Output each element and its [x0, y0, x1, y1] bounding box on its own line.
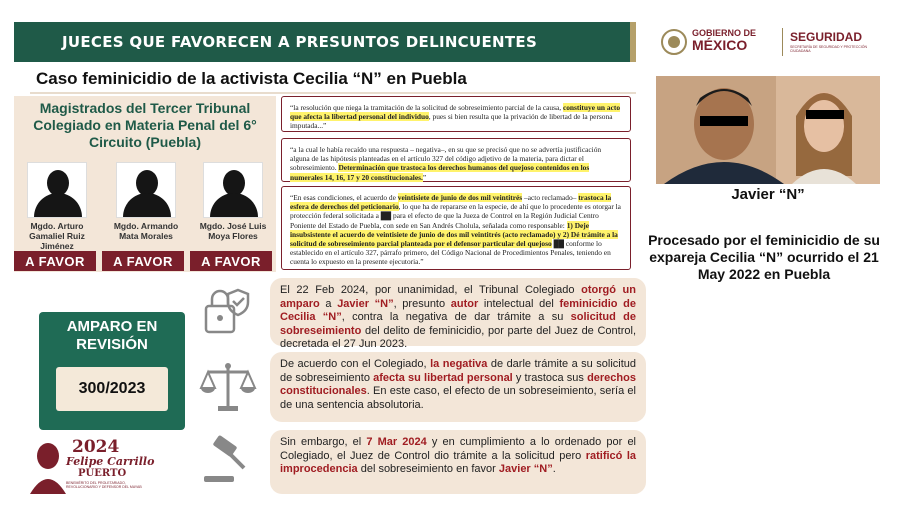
- judge-silhouette-2: [116, 162, 176, 218]
- info-emphasis: 7 Mar 2024: [366, 436, 427, 448]
- judge-name-2: Mgdo. Armando Mata Morales: [113, 221, 179, 241]
- info-panel-ratificacion: [270, 430, 646, 494]
- case-title: Caso feminicidio de la activista Cecilia “N” en Puebla: [30, 66, 636, 94]
- judge-name-1: Mgdo. Arturo Gamaliel Ruiz Jiménez: [29, 221, 85, 251]
- quote-box-3: [281, 186, 631, 270]
- quote-text: ██ conforme lo establecido en el artículo 327, párrafo primero, del Código Nacional de Procedimientos Penales, teniendo en cuenta lo expuesto en la presente ejecutoria.”: [290, 239, 611, 267]
- quote-text: “En esas condiciones, el acuerdo de: [290, 193, 396, 202]
- info-text: El 22 Feb 2024, por unanimidad, el Tribunal Colegiado: [280, 284, 575, 296]
- vote-badge-1: A FAVOR: [14, 251, 96, 271]
- info-text: De acuerdo con el Colegiado,: [280, 358, 427, 370]
- info-emphasis: afecta su libertad personal: [373, 371, 513, 384]
- info-text: y trastoca sus: [515, 371, 584, 384]
- amparo-number: 300/2023: [78, 380, 146, 397]
- info-emphasis: solicitud de sobreseimiento: [280, 311, 636, 337]
- judge-silhouette-3: [203, 162, 263, 218]
- felipe-carrillo-puerto-logo: [28, 436, 188, 498]
- quote-text: , lo que ha de repararse en la especie, de ahí que lo procedente es otorgar la protección federal solicitada a ██ para el efecto de que la Jueza de Control en la Región Judicial Centro Poniente del Estado de Puebla, con sede en San Andrés Cholula, señalada como responsable:: [290, 202, 621, 230]
- scales-of-justice-icon: [196, 358, 260, 418]
- info-text: a: [325, 297, 332, 310]
- info-text: intelectual del: [483, 297, 554, 310]
- quote-text: –acto reclamado–: [524, 193, 577, 202]
- info-emphasis: autor: [450, 297, 479, 310]
- info-text: del delito de feminicidio, por parte del Juez de Control, decretada el 27 Jun 2023.: [280, 324, 636, 350]
- info-emphasis: feminicidio de Cecilia “N”: [280, 297, 636, 323]
- gobierno-mexico-logo: [660, 26, 880, 58]
- info-emphasis: ratificó la improcedencia: [280, 449, 636, 475]
- quote-highlight: Determinación que trastoca los derechos humanos del quejoso contenidos en los numerales 14, 16, 17 y 20 constitucionales.: [290, 163, 590, 182]
- quote-text: ”: [422, 172, 427, 182]
- seguridad-sub: SECRETARÍA DE SEGURIDAD Y PROTECCIÓN CIUDADANA: [790, 45, 868, 53]
- logo-divider: [782, 28, 783, 56]
- portrait-icon: [28, 438, 68, 494]
- info-text: . En este caso, el efecto de un sobreseimiento, sería el de una sentencia absolutoria.: [280, 385, 636, 411]
- quote-box-1: [281, 96, 631, 132]
- info-text: del sobreseimiento en favor: [360, 463, 496, 475]
- person-photo: [656, 76, 880, 184]
- judge-name-3: Mgdo. José Luis Moya Flores: [199, 221, 267, 241]
- info-emphasis: otorgó un amparo: [280, 284, 636, 310]
- logo-year: 2024: [72, 437, 120, 457]
- info-text: Sin embargo, el: [280, 436, 362, 448]
- quote-text: , pues si bien resulta que la privación de libertad de la persona imputada...”: [290, 112, 613, 131]
- info-emphasis: la negativa: [430, 358, 488, 370]
- info-text: , contra la negativa de dar trámite a su: [341, 311, 564, 323]
- gavel-icon: [196, 432, 260, 492]
- info-emphasis: Javier “N”: [498, 463, 553, 475]
- info-emphasis: Javier “N”: [337, 297, 394, 310]
- logo-name2: PUERTO: [78, 468, 127, 479]
- amparo-title: AMPARO EN REVISIÓN: [66, 318, 158, 353]
- info-panel-amparo: [270, 278, 646, 350]
- logo-name1: Felipe Carrillo: [66, 455, 155, 468]
- logo-sub: BENEMÉRITO DEL PROLETARIADO, REVOLUCIONARIO Y DEFENSOR DEL MAYAB: [66, 481, 142, 489]
- quote-box-2: [281, 138, 631, 182]
- silhouette-body: [34, 193, 82, 218]
- info-text: , presunto: [393, 297, 446, 310]
- quote-highlight: trastoca la esfera de derechos del peticionario: [290, 193, 612, 212]
- quote-text: “a la cual le había recaído una respuesta – negativa–, en su que se precisó que no se advertía justificación alguna de las hipótesis planteadas en el artículo 327 del código adjetivo de la materia, para dictar el sobreseimiento.: [290, 145, 602, 173]
- magistrados-title: Magistrados del Tercer Tribunal Colegiado en Materia Penal del 6° Circuito (Puebla): [33, 100, 257, 150]
- judge-silhouette-1: [27, 162, 87, 218]
- info-text: de darle trámite a su solicitud de sobreseimiento: [280, 358, 637, 384]
- gov-line2: MÉXICO: [692, 37, 748, 53]
- vote-badge-3: A FAVOR: [190, 251, 272, 271]
- info-panel-colegiado: [270, 352, 646, 422]
- silhouette-body: [123, 193, 171, 218]
- info-emphasis: derechos constitucionales: [280, 371, 636, 397]
- censor-bar: [700, 116, 748, 126]
- coat-of-arms-icon: [660, 28, 688, 56]
- gov-line1: GOBIERNO DE: [692, 28, 757, 38]
- processed-description: Procesado por el feminicidio de su expareja Cecilia “N” ocurrido el 21 May 2022 en Puebla: [648, 232, 880, 282]
- quote-text: “la resolución que niega la tramitación de la solicitud de sobreseimiento parcial de la causa,: [290, 103, 562, 112]
- quote-highlight: veintisiete de junio de dos mil veintitrés: [397, 193, 523, 202]
- info-text: .: [552, 463, 556, 475]
- vote-badge-2: A FAVOR: [102, 251, 184, 271]
- quote-highlight: constituye un acto que afecta la libertad personal del individuo: [290, 103, 621, 122]
- security-lock-icon: [196, 284, 260, 344]
- person-label: Javier “N”: [731, 186, 805, 203]
- seguridad-label: SEGURIDAD: [790, 30, 863, 44]
- quote-highlight: 1) Deje insubsistente el acuerdo de veintisiete de junio de dos mil veintitrés (acto reclamado) y 2) Dé trámite a la solicitud de sobreseimiento parcial planteada por el defensor particular del quejoso: [290, 220, 618, 249]
- info-text: y en cumplimiento a lo ordenado por el Colegiado, el Juez de Control dio trámite a la solicitud pero: [280, 436, 637, 462]
- header-title-bar: [14, 22, 636, 62]
- silhouette-body: [210, 193, 258, 218]
- censor-bar: [806, 110, 844, 119]
- header-title: JUECES QUE FAVORECEN A PRESUNTOS DELINCUENTES: [62, 33, 538, 51]
